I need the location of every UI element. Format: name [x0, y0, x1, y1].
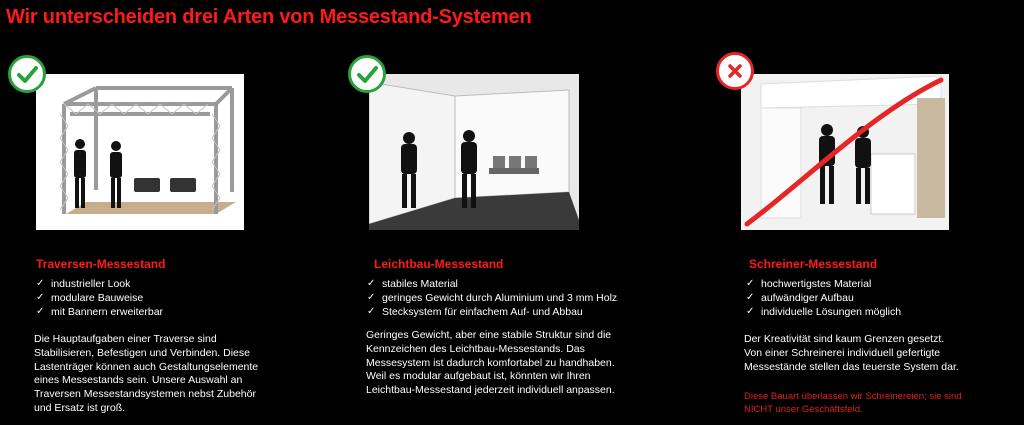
truss-description: Die Hauptaufgaben einer Traverse sind Stabilisieren, Befestigen und Verbinden. Diese Lastenträger können auch Gestaltungselemente eines Messestands sein. Unsere Auswahl an Traversen Messestandsystemen nebst Zubehör und Ersatz ist groß.	[34, 333, 259, 414]
lightweight-feature-list	[365, 277, 617, 319]
feature-item: ✓ individuelle Lösungen möglich	[744, 305, 901, 319]
carpentry-heading: Schreiner-Messestand	[749, 257, 878, 271]
feature-item: ✓ stabiles Material	[365, 277, 617, 291]
lightweight-description: Geringes Gewicht, aber eine stabile Struktur sind die Kennzeichen des Leichtbau-Messestands. Das Messesystem ist dadurch komfortabel zu handhaben. Weil es modular aufgebaut ist, könnten wir Ihren Leichtbau-Messestand jederzeit individuell anpassen.	[366, 329, 615, 397]
feature-item: ✓ mit Bannern erweiterbar	[34, 305, 163, 319]
carpentry-feature-list	[744, 277, 901, 319]
page-title: Wir unterscheiden drei Arten von Messestand-Systemen	[6, 6, 532, 28]
feature-item: ✓ geringes Gewicht durch Aluminium und 3 mm Holz	[365, 291, 617, 305]
feature-item: ✓ industrieller Look	[34, 277, 163, 291]
carpentry-description: Der Kreativität sind kaum Grenzen gesetzt. Von einer Schreinerei individuell gefertigte Messestände stellen das teuerste System dar.	[744, 333, 959, 373]
check-badge-icon	[8, 55, 46, 93]
feature-item: ✓ hochwertigstes Material	[744, 277, 901, 291]
feature-item: ✓ aufwändiger Aufbau	[744, 291, 901, 305]
cross-badge-icon	[716, 52, 754, 90]
feature-item: ✓ modulare Bauweise	[34, 291, 163, 305]
check-badge-icon	[348, 55, 386, 93]
truss-feature-list	[34, 277, 163, 319]
lightweight-heading: Leichtbau-Messestand	[374, 257, 504, 271]
truss-heading: Traversen-Messestand	[36, 257, 166, 271]
carpentry-disclaimer: Diese Bauart überlassen wir Schreinereien; sie sind NICHT unser Geschäftsfeld.	[744, 391, 962, 415]
lightweight-booth-image	[369, 74, 579, 230]
carpentry-booth-image	[741, 74, 949, 230]
feature-item: ✓ Stecksystem für einfachem Auf- und Abbau	[365, 305, 617, 319]
truss-booth-image	[36, 74, 244, 230]
